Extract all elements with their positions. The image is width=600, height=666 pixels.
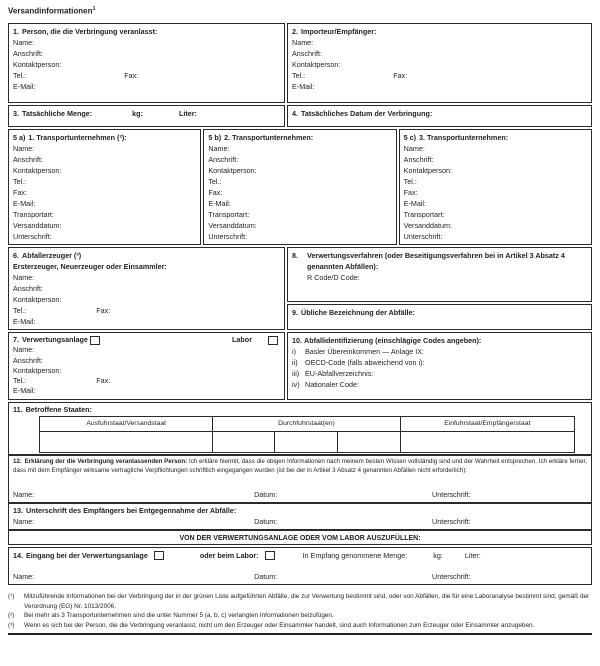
signature-row [13, 571, 587, 582]
email-label: E-Mail: [13, 199, 36, 208]
box-14-eingang [8, 547, 592, 585]
kontaktperson-label: Kontaktperson: [13, 365, 62, 375]
box-4-title: Tatsächliches Datum der Verbringung: [301, 109, 433, 118]
declaration-text [13, 458, 587, 475]
cell-durchfuhr-3[interactable] [338, 432, 400, 452]
page-title-footnote-marker: 1 [92, 6, 96, 12]
tel-label: Tel.: [403, 177, 417, 186]
box-7-number: 7. [13, 335, 19, 344]
box-10-title: Abfallidentifizierung (einschlägige Codes angeben): [304, 336, 482, 345]
column-left [8, 247, 285, 400]
tel-label: Tel.: [13, 376, 27, 386]
name-label: Name: [13, 490, 35, 499]
email-label: E-Mail: [208, 199, 231, 208]
menge-label: In Empfang genommene Menge: [302, 551, 408, 560]
email-label: E-Mail: [13, 317, 36, 326]
item-marker: iv) [292, 380, 300, 389]
box-2-importeur [287, 23, 592, 103]
box-8-title: Verwertungsverfahren (oder Beseitigungsverfahren bei in Artikel 3 Absatz 4 genannten Abfällen): [307, 251, 565, 271]
versanddatum-label: Versanddatum: [208, 221, 257, 230]
item-label: OECD-Code (falls abweichend von i): [305, 358, 425, 367]
cell-ausfuhrstaat[interactable] [40, 432, 213, 452]
tel-fax-row [292, 70, 587, 81]
item-label: Basler Übereinkommen — Anlage IX: [305, 347, 425, 356]
name-label: Name: [13, 572, 35, 581]
tel-fax-row [13, 70, 280, 81]
box-2-title: Importeur/Empfänger: [301, 27, 377, 36]
item-label: Nationaler Code: [305, 380, 359, 389]
fax-label: Fax: [208, 188, 223, 197]
box-7-title: Verwertungsanlage [22, 335, 88, 344]
header-ausfuhrstaat: Ausfuhrstaat/Versandstaat [40, 417, 213, 431]
staaten-table-data-row [40, 431, 574, 452]
transportart-label: Transportart: [208, 210, 250, 219]
name-label: Name: [13, 144, 35, 153]
footnote-2 [8, 611, 592, 621]
tel-fax-row [13, 376, 280, 386]
email-label: E-Mail: [292, 82, 315, 91]
name-label: Name: [13, 517, 35, 526]
box-6-subtitle: Ersterzeuger, Neuerzeuger oder Einsammler: [13, 262, 167, 271]
box-3-header [13, 108, 280, 119]
tel-fax-row [13, 305, 280, 316]
fax-label: Fax: [124, 71, 139, 80]
box-14-header [13, 550, 587, 561]
tel-label: Tel.: [292, 71, 306, 80]
kg-label: kg: [433, 551, 443, 560]
box-7-header [13, 335, 280, 345]
box-13-header [13, 506, 587, 516]
fax-label: Fax: [96, 376, 111, 386]
labor-label: Labor [232, 335, 252, 344]
kontaktperson-label: Kontaktperson: [403, 166, 453, 175]
box-1-header [13, 26, 280, 37]
item-marker: i) [292, 347, 296, 356]
box-5b-header [208, 132, 391, 143]
signature-row [13, 517, 587, 527]
versanddatum-label: Versanddatum: [13, 221, 62, 230]
name-label: Name: [292, 38, 314, 47]
unterschrift-label: Unterschrift: [13, 232, 52, 241]
name-label: Name: [403, 144, 425, 153]
anschrift-label: Anschrift: [208, 155, 239, 164]
tel-label: Tel.: [13, 306, 27, 315]
box-5b-number: 5 b) [208, 133, 222, 142]
labor-checkbox[interactable] [265, 551, 275, 560]
fax-label: Fax: [393, 71, 408, 80]
footnote-1 [8, 592, 592, 611]
box-8-header [292, 250, 587, 272]
kontaktperson-label: Kontaktperson: [13, 295, 62, 304]
cell-durchfuhr-1[interactable] [213, 432, 275, 452]
box-11-title: Betroffene Staaten: [25, 405, 92, 414]
box-5c-title: 3. Transportunternehmen: [419, 133, 509, 142]
verwertungsanlage-checkbox[interactable] [90, 336, 100, 345]
tel-label: Tel.: [208, 177, 222, 186]
box-13-title: Unterschrift des Empfängers bei Entgegennahme der Abfälle: [26, 506, 237, 515]
item-marker: iii) [292, 369, 300, 378]
unterschrift-label: Unterschrift: [432, 490, 471, 499]
versanddatum-label: Versanddatum: [403, 221, 453, 230]
anschrift-label: Anschrift: [403, 155, 434, 164]
page-title [8, 6, 592, 20]
spacer [292, 272, 307, 283]
anschrift-label: Anschrift: [13, 49, 43, 58]
box-5b-transporter-2 [203, 129, 396, 245]
box-5a-header [13, 132, 196, 143]
box-10-number: 10. [292, 336, 302, 345]
code-item-basel [292, 346, 587, 357]
box-3-title: Tatsächliche Menge: [22, 109, 93, 118]
box-14-number: 14. [13, 551, 23, 560]
row-parties [8, 23, 592, 103]
box-12-title: Erklärung der die Verbringung veranlassenden Person: [24, 458, 188, 465]
unterschrift-label: Unterschrift: [432, 572, 471, 581]
box-5c-transporter-3 [399, 129, 592, 245]
page-title-text: Versandinformationen [8, 6, 93, 16]
liter-label: Liter: [178, 109, 197, 118]
cell-einfuhrstaat[interactable] [401, 432, 574, 452]
box-5a-number: 5 a) [13, 133, 26, 142]
row-menge-datum [8, 105, 592, 127]
email-label: E-Mail: [13, 386, 36, 396]
transportart-label: Transportart: [13, 210, 54, 219]
name-label: Name: [13, 345, 35, 355]
box-12-number: 12. [13, 458, 22, 465]
email-label: E-Mail: [13, 82, 36, 91]
item-label: EU-Abfallverzeichnis: [305, 369, 374, 378]
verwertungsanlage-checkbox[interactable] [154, 551, 164, 560]
kontaktperson-label: Kontaktperson: [208, 166, 257, 175]
fax-label: Fax: [13, 188, 27, 197]
box-13-unterschrift-empfaenger [8, 503, 592, 530]
cell-durchfuhrstaaten [213, 432, 400, 452]
labor-checkbox[interactable] [268, 336, 278, 345]
header-durchfuhrstaat: Durchfuhrstaat(en) [213, 417, 400, 431]
footnote-1-text: Mitzuführende Informationen bei der Verbringung der in der grünen Liste aufgeführten Abfälle, die zur Verwertung bestimmt sind, oder von Abfällen, die für eine Laboranalyse bestimmt sind, gemäß der Verordnung (EG) Nr. 1013/2006. [24, 593, 590, 610]
name-label: Name: [13, 38, 35, 47]
name-label: Name: [208, 144, 230, 153]
signature-row [13, 489, 587, 500]
staaten-table [39, 416, 575, 453]
footnote-2-marker: (²) [8, 612, 15, 620]
box-5a-title: 1. Transportunternehmen (²): [28, 133, 127, 142]
code-item-oecd [292, 357, 587, 368]
box-1-title: Person, die die Verbringung veranlasst: [22, 27, 158, 36]
unterschrift-label: Unterschrift: [432, 517, 471, 526]
box-5a-transporter-1 [8, 129, 201, 245]
footnote-3-text: Wenn es sich bei der Person, die die Verbringung veranlasst, nicht um den Erzeuger oder Einsammler handelt, sind auch Informationen zum Erzeuger oder Einsammler anzugeben. [24, 621, 535, 629]
footnote-1-marker: (¹) [8, 593, 15, 600]
item-marker: ii) [292, 358, 298, 367]
tel-label: Tel.: [13, 177, 27, 186]
datum-label: Datum: [254, 517, 278, 526]
footnote-2-text: Bei mehr als 3 Transportunternehmen sind die unter Nummer 5 (a, b, c) verlangten Informationen beizufügen. [24, 612, 334, 620]
datum-label: Datum: [254, 572, 278, 581]
labor-section-banner: VON DER VERWERTUNGSANLAGE ODER VOM LABOR AUSZUFÜLLEN: [8, 530, 592, 545]
fax-label: Fax: [403, 188, 418, 197]
kg-label: kg: [132, 109, 143, 118]
box-14-title: Eingang bei der Verwertungsanlage [26, 551, 148, 560]
box-12-body: Ich erkläre hiermit, dass die obigen Informationen nach meinem besten Wissen vollständig sind und der Wahrheit entsprechen. Ich erkläre ferner, dass mit dem Empfänger wirksame vertragliche Verpflichtungen schriftlich eingegangen wurden (ist bei der in Artikel 3 Absatz 4 genannten Abfällen nicht erforderlich): [13, 458, 587, 474]
kontaktperson-label: Kontaktperson: [13, 60, 62, 69]
transportart-label: Transportart: [403, 210, 445, 219]
box-10-header [292, 335, 587, 346]
code-item-national [292, 379, 587, 390]
box-8-verwertungsverfahren [287, 247, 592, 302]
tel-label: Tel.: [13, 71, 27, 80]
form-body [8, 6, 592, 635]
box-5b-title: 2. Transportunternehmen: [224, 133, 314, 142]
box-13-number: 13. [13, 506, 23, 515]
anschrift-label: Anschrift: [13, 155, 43, 164]
box-2-number: 2. [292, 27, 298, 36]
footnote-3-marker: (³) [8, 621, 15, 629]
box-6-title: Abfallerzeuger (³) [22, 251, 82, 260]
liter-label: Liter: [464, 551, 481, 560]
box-4-number: 4. [292, 109, 298, 118]
staaten-table-header-row [40, 417, 574, 431]
column-right [287, 247, 592, 400]
box-6-header [13, 250, 280, 261]
row-transporters [8, 129, 592, 245]
box-11-number: 11. [13, 405, 23, 414]
box-11-header [13, 405, 587, 415]
kontaktperson-label: Kontaktperson: [13, 166, 62, 175]
footnote-3 [8, 621, 592, 631]
box-1-number: 1. [13, 27, 19, 36]
box-3-number: 3. [13, 109, 19, 118]
unterschrift-label: Unterschrift: [208, 232, 248, 241]
anschrift-label: Anschrift: [292, 49, 322, 58]
cell-durchfuhr-2[interactable] [275, 432, 337, 452]
anschrift-label: Anschrift: [13, 284, 43, 293]
box-9-bezeichnung [287, 304, 592, 330]
name-label: Name: [13, 273, 35, 282]
header-einfuhrstaat: Einfuhrstaat/Empfängerstaat [444, 420, 531, 427]
datum-label: Datum: [254, 490, 278, 499]
box-5c-header [404, 132, 587, 143]
bottom-rule [8, 633, 592, 635]
box-11-staaten [8, 402, 592, 455]
box-8-code-row [292, 272, 587, 283]
box-4-datum [287, 105, 592, 127]
box-2-header [292, 26, 587, 37]
box-8-number: 8. [292, 251, 298, 260]
fax-label: Fax: [96, 306, 111, 315]
unterschrift-label: Unterschrift: [403, 232, 443, 241]
anschrift-label: Anschrift: [13, 355, 43, 365]
kontaktperson-label: Kontaktperson: [292, 60, 341, 69]
box-5c-number: 5 c) [403, 133, 417, 142]
footnotes [8, 592, 592, 630]
code-item-eu [292, 368, 587, 379]
box-3-menge [8, 105, 285, 127]
row-erzeuger-codes [8, 247, 592, 400]
box-10-abfallidentifizierung [287, 332, 592, 400]
box-6-number: 6. [13, 251, 19, 260]
oder-beim-labor-label: oder beim Labor: [199, 551, 259, 560]
box-7-verwertungsanlage [8, 332, 285, 400]
box-9-number: 9. [292, 308, 298, 317]
box-12-erklaerung [8, 455, 592, 503]
box-1-person [8, 23, 285, 103]
r-d-code-label: R Code/D Code: [307, 273, 360, 282]
box-6-abfallerzeuger [8, 247, 285, 330]
box-9-title: Übliche Bezeichnung der Abfälle: [301, 308, 415, 317]
email-label: E-Mail: [403, 199, 427, 208]
